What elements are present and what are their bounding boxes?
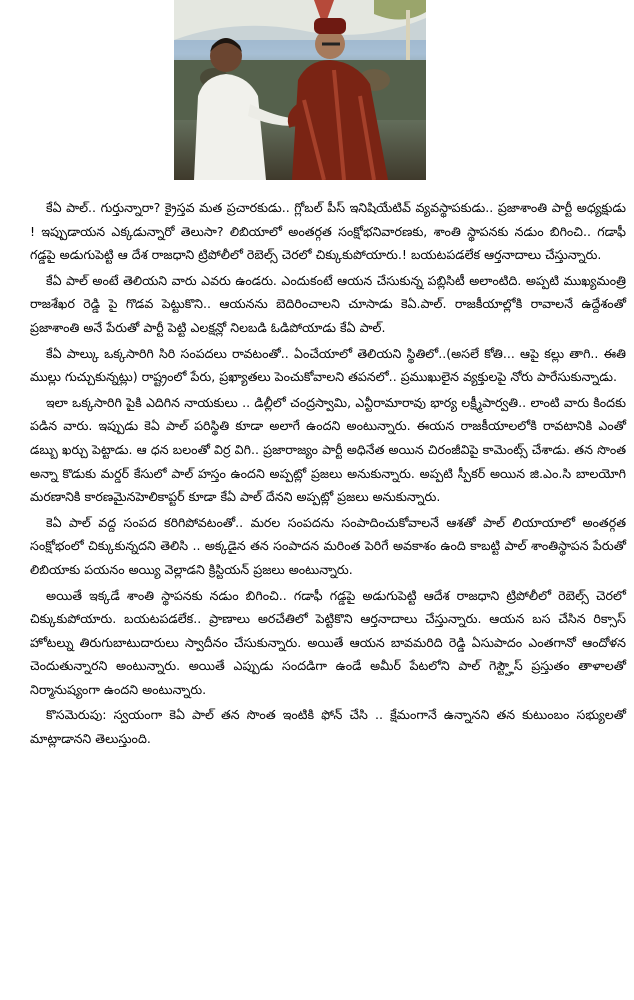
photo-icon (174, 0, 426, 180)
paragraph-1: కేఏ పాల్.. గుర్తున్నారా? క్రైస్తవ మత ప్రచారకుడు.. గ్లోబల్ పీస్ ఇనిషియేటివ్ వ్యవస్థాపకుడు.. ప్రజాశాంతి పార్టీ అధ్యక్షుడు ! ఇప్పుడాయన ఎక్కడున్నారో తెలుసా? లిబియాలో అంతర్గత సంక్షోభనివారణకు, శాంతి స్థాపనకు నడుం బిగించి.. గడాఫీ గడ్డపై అడుగుపెట్టి ఆ దేశ రాజధాని ట్రిపోలీలో రెబెల్స్ చెరలో చిక్కుకుపోయారు.! బయటపడలేక ఆర్తనాదాలు చేస్తున్నారు. (30, 200, 626, 263)
article-body (30, 196, 626, 753)
paragraph-5: కెఏ పాల్ వద్ద సంపద కరిగిపోవటంతో.. మరల సంపదను సంపాదించుకోవాలనే ఆశతో పాల్ లియాయాలో అంతర్గత సంక్షోభంలో చిక్కుకున్నదని తెలిసి .. అక్కడైన తన సంపాదన మరింత పెరిగే అవకాశం ఉంది కాబట్టి పాల్ శాంతిస్థాపన పేరుతో లిబియాకు పయనం అయ్యి వెల్లాడని క్రిస్టియన్ ప్రజలు అంటున్నారు. (30, 514, 626, 577)
paragraph-4: ఇలా ఒక్కసారిగి పైకి ఎదిగిన నాయకులు .. డిల్లీలో చంద్రస్వామి, ఎన్టీరామారావు భార్య లక్ష్మీపార్వతి.. లాంటి వారు కిందకు పడిన వారు. ఇప్పుడు కెఏ పాల్ పరిస్థితి కూడా అలాగే ఉందని అంటున్నారు. ఈయన రాజకీయాలలోకి రావటానికి ఎంతో డబ్బు ఖర్చు పెట్టాడు. ఆ ధన బలంతో విర్ర విగి.. ప్రజారాజ్యం పార్టీ అధినేత అయిన చిరంజీవిపై కామెంట్స్ చేశాడు. తన సొంత అన్నా కొడుకు మర్డర్ కేసులో పాల్ హస్తం ఉందని అప్పట్లో ప్రజలు అనుకున్నారు. అప్పటి స్పీకర్ అయిన జి.ఎం.సి బాలయోగి మరణానికి కారణమైనహెలికాప్టర్ కూడా కేఏ పాల్ దేనని అప్పట్లో ప్రజలు అనుకున్నారు. (30, 394, 626, 505)
paragraph-6: అయితే ఇక్కడే శాంతి స్థాపనకు నడుం బిగించి.. గడాఫీ గడ్డపై అడుగుపెట్టి ఆదేశ రాజధాని ట్రిపోలీలో రెబెల్స్ చెరలో చిక్కుకుపోయారు. బయటపడలేక.. ప్రాణాలు అరచేతిలో పెట్టికొని ఆర్తనాదాలు చేస్తున్నారు. ఆయన బస చేసిన రిక్సాస్ హోటల్ను తిరుగుబాటుదారులు స్వాదీనం చేసుకున్నారు. అయితే ఆయన బావమరిది రెడ్డి ఏసుపాదం ఎంతగానో ఆందోళన చెందుతున్నారని అంటున్నారు. అయితే ఎప్పుడు సందడిగా ఉండే అమీర్ పేటలోని పాల్ గెస్ట్హౌస్ ప్రస్తుతం తాళాలతో నిర్మానుష్యంగా ఉందని అంటున్నారు. (30, 587, 626, 697)
news-photo (174, 0, 426, 180)
paragraph-2: కేఏ పాల్ అంటే తెలియని వారు ఎవరు ఉండరు. ఎందుకంటే ఆయన చేసుకున్న పబ్లిసిటీ అలాంటిది. అప్పటి ముఖ్యమంత్రి రాజశేఖర రెడ్డి పై గొడవ పెట్టుకొని.. ఆయనను బెదిరించాలని చూసాడు కెఏ.పాల్. రాజకీయాల్లోకి రావాలనే ఉద్దేశంతో ప్రజాశాంతి అనే పేరుతో పార్టీ పెట్టి ఎలక్షన్లో నిలబడి ఓడిపోయాడు కేఏ పాల్. (30, 272, 626, 335)
paragraph-7: కొసమెరుపు: స్వయంగా కెఏ పాల్ తన సొంత ఇంటికి ఫోన్ చేసి .. క్షేమంగానే ఉన్నానని తన కుటుంబం సభ్యులతో మాట్లాడానని తెలుస్తుంది. (30, 707, 626, 747)
paragraph-3: కేఏ పాల్కు ఒక్కసారిగి సిరి సంపదలు రావటంతో.. ఏంచేయాలో తెలియని స్థితిలో..(అసలే కోతి... ఆపై కల్లు తాగి.. ఈతి ముల్లు గుచ్చుకున్నట్లు) రాష్ట్రంలో పేరు, ప్రఖ్యాతలు పెంచుకోవాలని తపనలో.. ప్రముఖులైన వ్యక్తులపై నోరు పారేసుకున్నాడు. (30, 345, 626, 385)
